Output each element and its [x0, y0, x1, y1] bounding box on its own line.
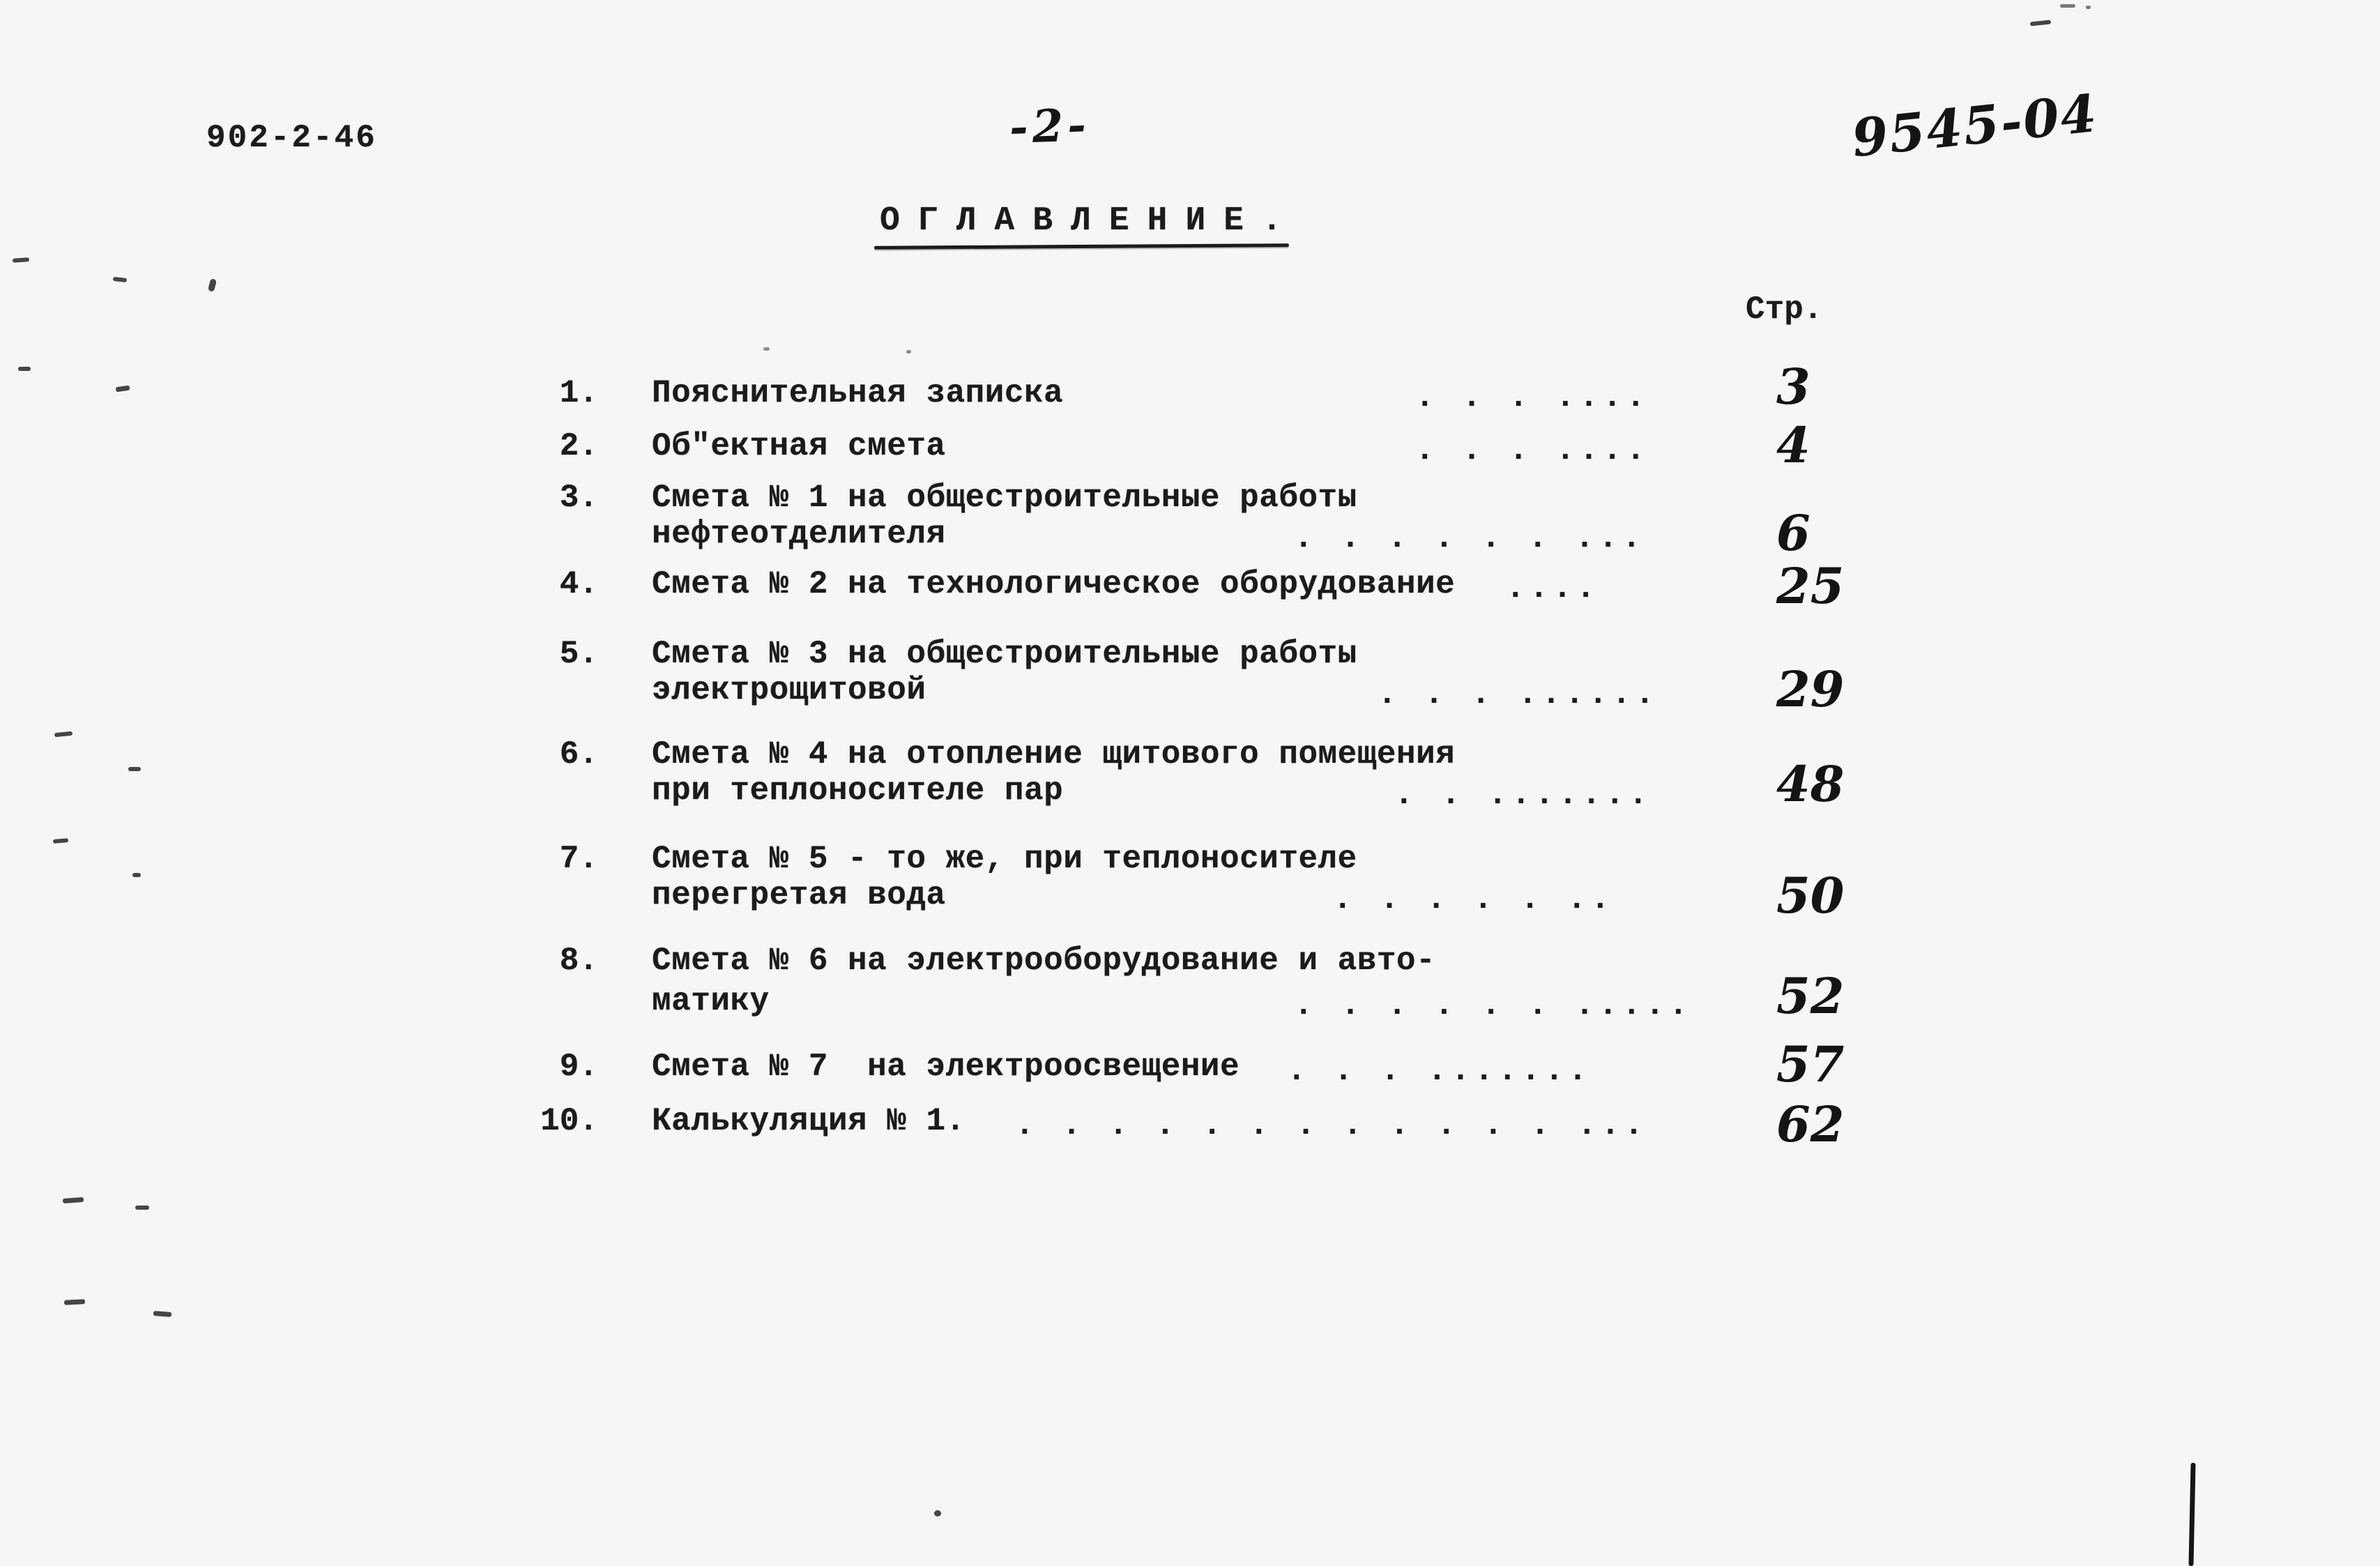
toc-item [0, 841, 2380, 932]
toc-item-number: 2. [559, 428, 598, 464]
page-number: -2- [1008, 99, 1091, 154]
toc-item-text-line1: Пояснительная записка [652, 375, 1064, 411]
toc-item-page-number: 52 [1776, 967, 1845, 1025]
toc-item-page-number: 4 [1776, 416, 1810, 474]
scan-speck [13, 257, 29, 263]
toc-item [0, 636, 2380, 727]
toc-item-leader-dots: . . ....... [1394, 777, 1652, 813]
toc-item-text-line1: Смета № 5 - то же, при теплоносителе [652, 841, 1357, 877]
toc-item-number: 5. [559, 636, 598, 672]
toc-item-leader-dots: . . . . . . . . . . . . ... [1015, 1107, 1648, 1143]
scan-speck [63, 1197, 84, 1203]
scan-speck [2086, 6, 2091, 9]
scan-speck [132, 873, 141, 877]
toc-item-number: 8. [559, 943, 598, 979]
page-title: ОГЛАВЛЕНИЕ. [880, 202, 1300, 240]
toc-item-text-line2: перегретая вода [652, 877, 946, 913]
toc-item-number: 7. [559, 841, 598, 877]
toc-item-page-number: 25 [1776, 557, 1845, 615]
toc-item [0, 736, 2380, 827]
toc-item-leader-dots: . . . . . . ... [1294, 520, 1646, 556]
toc-item-number: 3. [559, 480, 598, 516]
scan-speck [153, 1311, 171, 1317]
scan-speck [64, 1299, 85, 1305]
toc-item-page-number: 3 [1776, 358, 1810, 416]
scan-speck [208, 278, 217, 292]
toc-item-text-line1: Смета № 3 на общестроительные работы [652, 636, 1357, 672]
toc-item-text-line2: при теплоносителе пар [652, 773, 1064, 809]
toc-item-text-line1: Смета № 4 на отопление щитового помещения [652, 736, 1456, 773]
handwritten-inventory-code: 9545-04 [1849, 83, 2101, 169]
toc-item-text-line1: Смета № 7 на электроосвещение [652, 1049, 1240, 1085]
toc-item-text-line1: Об"ектная смета [652, 428, 946, 464]
toc-item-leader-dots: . . . .... [1415, 379, 1650, 416]
scan-speck [128, 767, 141, 771]
toc-item-leader-dots: . . . ...... [1378, 676, 1659, 713]
toc-item-text-line2: электрощитовой [652, 672, 926, 708]
page-column-header: Стр. [1746, 291, 1823, 328]
toc-item-page-number: 57 [1776, 1035, 1845, 1093]
toc-item-leader-dots: . . . . . . ..... [1294, 987, 1693, 1024]
toc-item-number: 6. [559, 736, 598, 773]
scan-speck [2030, 20, 2051, 26]
toc-item-number: 1. [559, 375, 598, 411]
scan-speck [2060, 4, 2075, 8]
scan-speck [18, 367, 31, 371]
toc-item-leader-dots: . . . ....... [1287, 1053, 1592, 1089]
toc-item-number: 4. [559, 566, 598, 602]
toc-item-text-line1: Смета № 6 на электрооборудование и авто- [652, 943, 1436, 979]
toc-item [0, 1095, 2380, 1194]
toc-item-leader-dots: .... [1506, 570, 1600, 607]
toc-item-page-number: 62 [1776, 1095, 1845, 1153]
scan-speck [906, 350, 911, 354]
scan-speck [113, 277, 128, 282]
toc-item-text-line2: матику [652, 983, 770, 1019]
scan-speck [934, 1510, 941, 1516]
toc-item-text-line2: нефтеотделителя [652, 516, 946, 552]
toc-item-text-line1: Смета № 1 на общестроительные работы [652, 480, 1357, 516]
toc-item-leader-dots: . . . . . .. [1333, 881, 1615, 918]
toc-item-text-line1: Смета № 2 на технологическое оборудование [652, 566, 1456, 602]
document-code: 902-2-46 [206, 120, 377, 156]
toc-item-page-number: 29 [1776, 660, 1845, 718]
scan-artifact-vertical-line [2188, 1463, 2195, 1566]
toc-item-number: 9. [559, 1049, 598, 1085]
scan-speck [763, 347, 770, 351]
toc-item [0, 943, 2380, 1033]
toc-item-text-line1: Калькуляция № 1. [652, 1103, 966, 1139]
toc-item-page-number: 48 [1776, 755, 1845, 813]
toc-item-number: 10. [540, 1103, 598, 1139]
toc-item [0, 480, 2380, 570]
scan-speck [135, 1206, 149, 1210]
toc-item-page-number: 50 [1776, 867, 1845, 925]
toc-item-leader-dots: . . . .... [1415, 432, 1650, 469]
toc-item-page-number: 6 [1776, 504, 1810, 562]
